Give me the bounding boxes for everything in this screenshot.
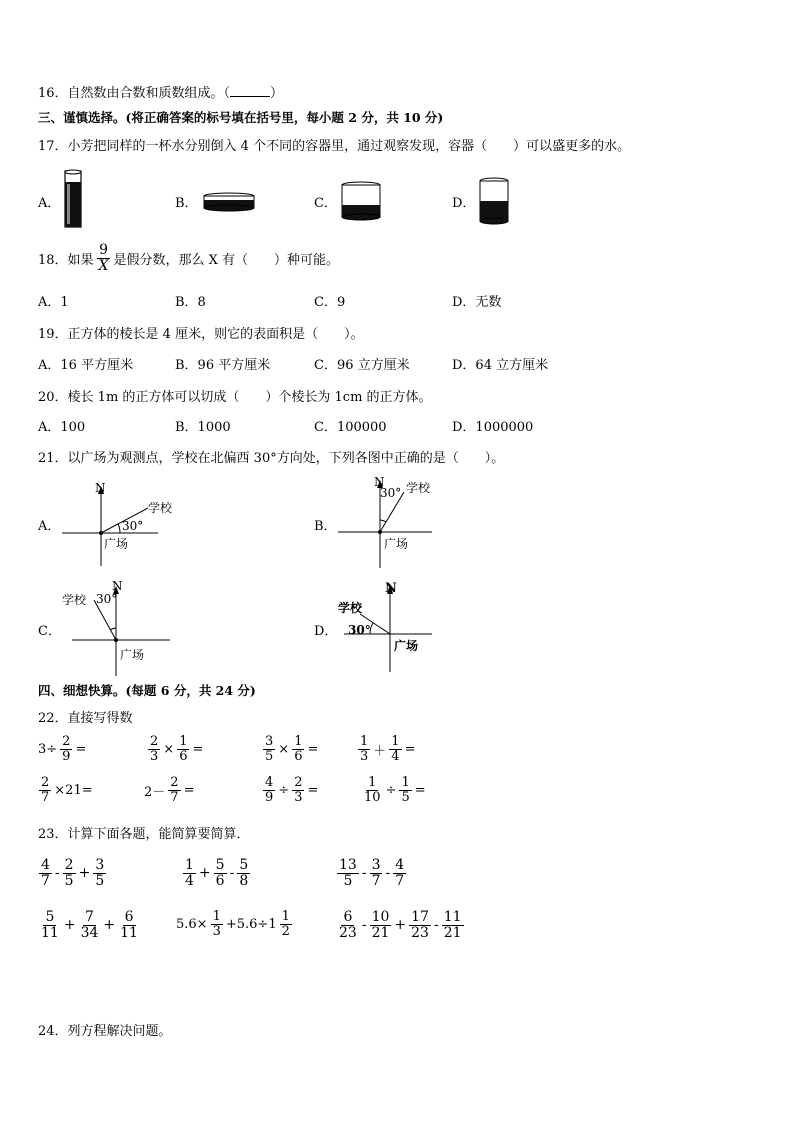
q23-expr-6	[336, 910, 465, 940]
fraction: $\frac{2}{7}$	[170, 775, 179, 805]
angle-label: 30°	[122, 519, 144, 533]
fraction: $\frac{1}{3}$	[212, 909, 221, 939]
fraction: $\frac{7}{34}$	[80, 909, 99, 941]
equals: =	[307, 782, 319, 798]
q20-option-a[interactable]: A．100	[38, 420, 86, 435]
school-label: 学校	[406, 481, 431, 495]
fraction: $\frac{5}{11}$	[41, 909, 59, 941]
container-b-image	[202, 190, 258, 214]
question-16-text: 16．自然数由合数和质数组成。（	[38, 86, 231, 101]
question-22-text: 22．直接写得数	[38, 711, 133, 726]
q18-numerator: 9	[99, 242, 108, 258]
expr-text: ×21=	[54, 782, 93, 798]
q23-expr-3	[336, 858, 407, 888]
q18-prefix: 18．如果	[38, 252, 94, 268]
q17-option-d[interactable]: D．	[452, 196, 476, 211]
school-label: 学校	[338, 601, 363, 615]
school-label: 学校	[62, 593, 87, 607]
section-3-title: 三、谨慎选择。(将正确答案的标号填在括号里，每小题 2 分，共 10 分)	[38, 110, 444, 125]
angle-label: 30°	[348, 623, 371, 637]
fraction: $\frac{6}{23}$	[339, 909, 357, 941]
close-paren: ）	[270, 86, 284, 101]
question-20-text: 20．棱长 1m 的正方体可以切成（ ）个棱长为 1cm 的正方体。	[38, 390, 432, 405]
square-label: 广场	[120, 648, 145, 662]
container-d-image	[478, 176, 512, 226]
operator: +	[394, 917, 407, 934]
fraction: $\frac{1}{3}$	[360, 734, 369, 764]
square-label: 广场	[394, 639, 419, 653]
q20-option-b[interactable]: B．1000	[175, 420, 231, 435]
q19-option-a[interactable]: A．16 平方厘米	[38, 358, 134, 373]
operator: +	[78, 865, 91, 882]
fraction: $\frac{1}{4}$	[185, 857, 194, 889]
q18-suffix: 是假分数，那么 X 有（ ）种可能。	[113, 252, 340, 268]
question-21-text: 21．以广场为观测点，学校在北偏西 30°方向处，下列各图中正确的是（ ）。	[38, 451, 505, 466]
q22-item-2	[147, 735, 203, 763]
operator: +	[63, 917, 76, 934]
q21-diagram-a	[58, 478, 188, 568]
question-23-text: 23．计算下面各题，能简算要简算．	[38, 827, 250, 842]
answer-blank[interactable]	[230, 86, 270, 97]
operator: ÷	[278, 782, 290, 798]
operator: -	[361, 865, 367, 882]
expr-text: 5.6×	[176, 916, 208, 932]
fraction: $\frac{1}{2}$	[281, 909, 290, 939]
expr-text: 2－	[144, 784, 166, 800]
angle-label: 30°	[96, 592, 118, 606]
operator: ＋	[373, 743, 387, 759]
equals: =	[404, 741, 416, 757]
operator: ×	[163, 741, 175, 757]
fraction: $\frac{2}{3}$	[150, 734, 159, 764]
fraction: $\frac{2}{7}$	[41, 775, 50, 805]
question-17-text: 17．小芳把同样的一杯水分别倒入 4 个不同的容器里，通过观察发现，容器（ ）可以盛更多的水。	[38, 139, 631, 154]
fraction: $\frac{5}{6}$	[215, 857, 225, 889]
expr-text: 3÷	[38, 741, 58, 757]
question-18	[38, 243, 339, 273]
q20-option-d[interactable]: D．1000000	[452, 420, 534, 435]
north-label: N	[385, 581, 397, 596]
fraction: $\frac{4}{7}$	[395, 857, 405, 889]
expr-text: =	[183, 782, 195, 798]
q17-option-c[interactable]: C．	[314, 196, 337, 211]
square-label: 广场	[104, 537, 129, 551]
north-label: N	[374, 475, 385, 489]
q22-item-7	[262, 776, 318, 804]
square-label: 广场	[384, 537, 409, 551]
container-c-image	[340, 180, 384, 222]
fraction: $\frac{5}{8}$	[239, 857, 249, 889]
fraction: $\frac{2}{3}$	[294, 775, 303, 805]
q22-item-6	[144, 776, 194, 804]
operator: -	[433, 917, 439, 934]
q21-diagram-d	[336, 578, 446, 678]
section-4-title: 四、细想快算。(每题 6 分，共 24 分)	[38, 683, 256, 698]
fraction: $\frac{4}{7}$	[41, 857, 50, 889]
fraction: $\frac{1}{6}$	[294, 734, 303, 764]
q21-option-c[interactable]: C．	[38, 624, 61, 639]
q18-option-a[interactable]: A．1	[38, 295, 69, 310]
q21-option-d[interactable]: D．	[314, 624, 338, 639]
equals: =	[307, 741, 319, 757]
fraction: $\frac{4}{9}$	[265, 775, 274, 805]
angle-label: 30°	[380, 486, 402, 500]
q21-option-b[interactable]: B．	[314, 519, 337, 534]
q18-option-b[interactable]: B．8	[175, 295, 206, 310]
operator: -	[361, 917, 367, 934]
fraction: $\frac{3}{5}$	[265, 734, 274, 764]
operator: ÷	[385, 782, 397, 798]
question-19-text: 19．正方体的棱长是 4 厘米，则它的表面积是（ ）。	[38, 327, 364, 342]
fraction: $\frac{1}{4}$	[391, 734, 400, 764]
q19-option-c[interactable]: C．96 立方厘米	[314, 358, 410, 373]
q21-diagram-c	[58, 578, 188, 678]
operator: -	[54, 865, 60, 882]
fraction: $\frac{3}{5}$	[95, 857, 105, 889]
container-a-image	[62, 168, 86, 230]
q18-option-c[interactable]: C．9	[314, 295, 346, 310]
q21-diagram-b	[334, 472, 454, 572]
q20-option-c[interactable]: C．100000	[314, 420, 387, 435]
fraction: $\frac{17}{23}$	[411, 909, 429, 941]
fraction: $\frac{6}{11}$	[120, 909, 138, 941]
fraction: $\frac{10}{21}$	[371, 909, 390, 941]
fraction: $\frac{2}{9}$	[62, 734, 71, 764]
q22-item-4	[357, 735, 415, 763]
operator: +	[198, 865, 211, 882]
fraction: $\frac{1}{10}$	[364, 775, 381, 805]
q23-expr-5	[176, 910, 293, 938]
question-24-text: 24．列方程解决问题。	[38, 1024, 172, 1039]
question-16	[38, 82, 283, 101]
fraction: $\frac{1}{5}$	[401, 775, 410, 805]
fraction: $\frac{1}{6}$	[179, 734, 188, 764]
q18-fraction	[97, 243, 111, 273]
q17-option-b[interactable]: B．	[175, 196, 198, 211]
operator: +	[103, 917, 116, 934]
q18-option-d[interactable]: D．无数	[452, 295, 502, 310]
north-label: N	[95, 481, 106, 495]
q22-item-1	[38, 735, 86, 763]
school-label: 学校	[148, 501, 173, 515]
operator: -	[229, 865, 235, 882]
north-label: N	[112, 579, 123, 593]
equals: =	[414, 782, 426, 798]
q21-option-a[interactable]: A．	[38, 519, 61, 534]
q19-option-d[interactable]: D．64 立方厘米	[452, 358, 549, 373]
fraction: $\frac{3}{7}$	[371, 857, 381, 889]
q23-expr-1	[38, 858, 107, 888]
q23-expr-2	[182, 858, 251, 888]
q18-denominator: X	[98, 257, 109, 274]
fraction: $\frac{11}{21}$	[443, 909, 462, 941]
fraction: $\frac{2}{5}$	[64, 857, 74, 889]
q22-item-5	[38, 776, 93, 804]
q19-option-b[interactable]: B．96 平方厘米	[175, 358, 271, 373]
q22-item-3	[262, 735, 318, 763]
q23-expr-4	[38, 910, 141, 940]
expr-text: +5.6÷1	[225, 916, 277, 932]
equals: =	[192, 741, 204, 757]
expr-text: =	[75, 741, 87, 757]
operator: ×	[278, 741, 290, 757]
q17-option-a[interactable]: A．	[38, 196, 61, 211]
q22-item-8	[361, 776, 426, 804]
fraction: $\frac{13}{5}$	[339, 857, 357, 889]
operator: -	[385, 865, 391, 882]
